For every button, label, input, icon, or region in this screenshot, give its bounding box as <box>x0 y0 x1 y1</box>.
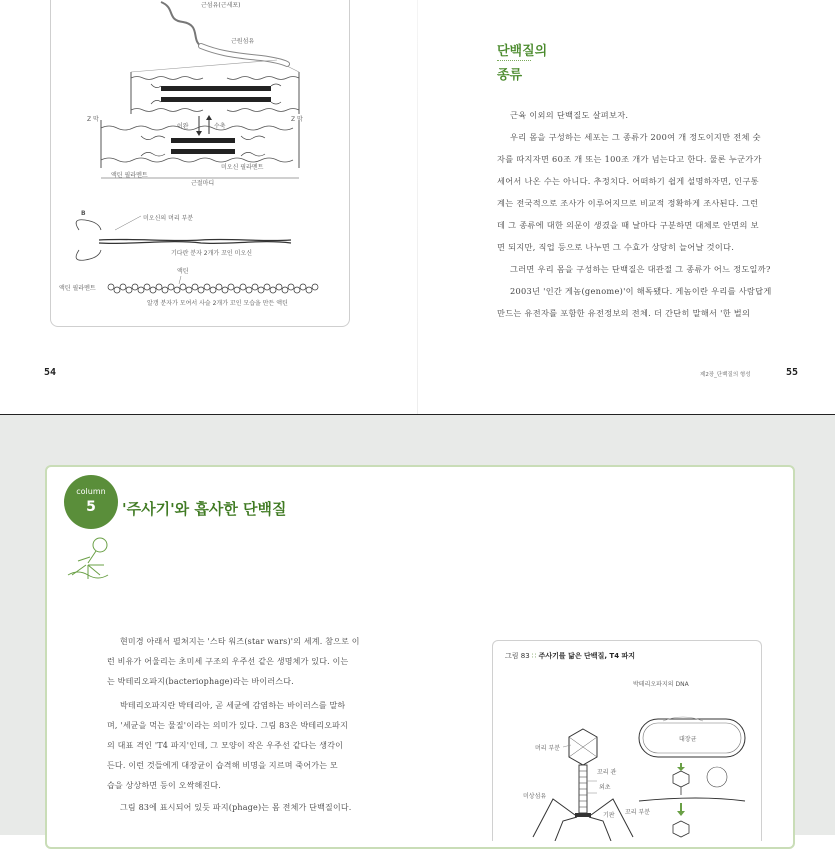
column-word: column <box>76 487 106 496</box>
label-actin-filament-b: 액틴 필라멘트 <box>59 285 96 292</box>
column-number: 5 <box>86 499 96 515</box>
paragraph-line: 2003년 '인간 게놈(genome)'이 해독됐다. 게놈이란 우리를 사람답게 <box>510 286 772 296</box>
section-title-line-2: 종류 <box>497 68 523 83</box>
label-panel-b: B <box>81 210 86 217</box>
paragraph-line: 만드는 유전자를 포함한 유전정보의 전체. 더 간단히 말해서 '한 벌의 <box>497 308 751 318</box>
label-z-disc-right: Z 막 <box>291 116 303 123</box>
label-actin-filament: 액틴 필라멘트 <box>111 172 148 179</box>
column-badge <box>64 475 118 529</box>
paragraph-line: 계는 전국적으로 조사가 이루어지므로 비교적 정확하게 조사된다. 그런 <box>497 198 759 208</box>
section-title-line-1: 단백질의 <box>497 44 548 59</box>
label-tail-fiber: 미상섬유 <box>523 793 547 800</box>
column-title: '주사기'와 흡사한 단백질 <box>122 500 287 518</box>
t4-phage-figure <box>492 640 762 841</box>
label-contract: 수축 <box>214 123 226 130</box>
muscle-diagram <box>51 0 349 326</box>
paragraph-line: 세어서 나온 수는 아니다. 추정치다. 어떠하기 쉽게 설명하자면, 인구통 <box>497 176 759 186</box>
label-base-plate: 기판 <box>603 812 615 819</box>
figure-number: 그림 83 <box>505 652 530 660</box>
caption-separator-icon: ∷ <box>531 652 539 660</box>
label-sarcomere: 근절마디 <box>191 180 215 187</box>
label-actin-caption: 알갱 분자가 모여서 사슬 2개가 꼬인 모습을 만든 액틴 <box>147 300 288 307</box>
section-title-rule <box>497 60 531 61</box>
paragraph-line: 근육 이외의 단백질도 살펴보자. <box>510 110 629 120</box>
paragraph-line: 런 비유가 어울리는 초미세 구조의 우주선 같은 생명체가 있다. 이는 <box>107 657 349 666</box>
paragraph-line: 며, '세균을 먹는 물질'이라는 의미가 있다. 그림 83은 박테리오파지 <box>107 721 349 730</box>
label-myosin-molecule: 기다란 분자 2개가 꼬인 미오신 <box>171 250 252 257</box>
figure-title: 주사기를 닮은 단백질, T4 파지 <box>538 652 636 660</box>
label-myosin-head: 미오신의 머리 부분 <box>143 215 194 222</box>
label-myofibril: 근원섬유 <box>231 38 255 45</box>
book-spine <box>417 0 418 414</box>
label-z-disc-left: Z 막 <box>87 116 99 123</box>
paragraph-line: 그림 83에 표시되어 있듯 파지(phage)는 몸 전체가 단백질이다. <box>120 803 352 812</box>
label-head: 머리 부분 <box>535 745 561 752</box>
phage-doodle-icon <box>62 535 122 585</box>
paragraph-line: 우리 몸을 구성하는 세포는 그 종류가 200여 개 정도이지만 전체 숫 <box>510 132 761 142</box>
paragraph-line: 습을 상상하면 등이 오싹해진다. <box>107 781 222 790</box>
top-book-spread <box>0 0 835 415</box>
label-relax: 이완 <box>177 123 189 130</box>
label-tail-tube: 꼬리 관 <box>597 769 617 776</box>
running-head: 제2장_단백질의 형성 <box>700 372 751 378</box>
label-actin-small: 액틴 <box>177 268 189 275</box>
paragraph-line: 현미경 아래서 펼쳐지는 '스타 워즈(star wars)'의 세계. 참으로 이 <box>120 637 360 646</box>
paragraph-line: 박테리오파지란 박테리아, 곧 세균에 감염하는 바이러스를 말하 <box>120 701 346 710</box>
paragraph-line: 자를 따지자면 60조 개 또는 100조 개가 넘는다고 한다. 물론 누군가가 <box>497 154 762 164</box>
paragraph-line: 면 되지만, 직업 등으로 나누면 그 수효가 상당히 늘어날 것이다. <box>497 242 735 252</box>
paragraph-line: 든다. 이런 것들에게 대장균이 습격해 비명을 지르며 죽어가는 모 <box>107 761 338 770</box>
label-sheath: 외초 <box>599 784 611 791</box>
label-phage-dna: 박테리오파지의 DNA <box>633 681 689 688</box>
paragraph-line: 는 박테리오파지(bacteriophage)라는 바이러스다. <box>107 677 294 686</box>
paragraph-line: 그러면 우리 몸을 구성하는 단백질은 대관절 그 종류가 어느 정도일까? <box>510 264 771 274</box>
label-ecoli: 대장균 <box>679 736 697 743</box>
label-tail-part: 꼬리 부분 <box>625 809 651 816</box>
page-number-left: 54 <box>44 367 57 378</box>
paragraph-line: 의 대표 격인 'T4 파지'인데, 그 모양이 작은 우주선 같다는 생각이 <box>107 741 344 750</box>
label-muscle-fiber: 근섬유(근세포) <box>201 2 241 9</box>
label-myosin-filament: 미오신 필라멘트 <box>221 164 264 171</box>
paragraph-line: 데 그 종류에 대한 의문이 생겼을 때 날마다 구분하면 대체로 안면의 보 <box>497 220 759 230</box>
muscle-figure <box>50 0 350 327</box>
page-number-right: 55 <box>786 367 799 378</box>
